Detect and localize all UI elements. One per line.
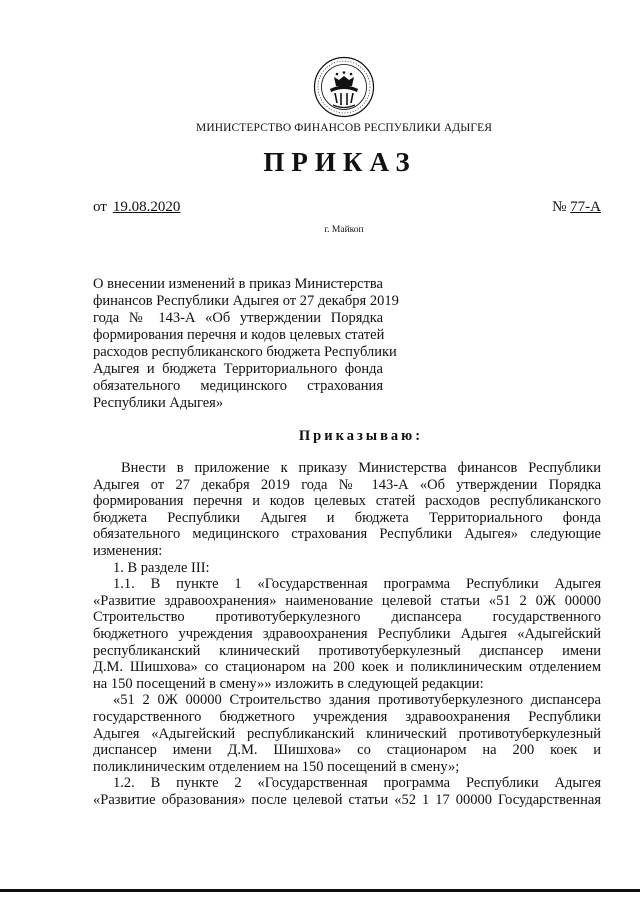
body-line: «Развитие здравоохранения» наименование целевой статьи «51 2 0Ж 00000	[93, 592, 601, 609]
document-title: ПРИКАЗ	[263, 147, 417, 177]
subject-line: Адыгея и бюджета Территориального фонда	[93, 361, 383, 377]
body-line: бюджета Республики Адыгея и бюджета Территориального фонда	[93, 509, 601, 526]
body-line: «Развитие образования» после целевой статьи «52 1 17 00000 Государственная	[93, 791, 601, 808]
body-line: государственного бюджетного учреждения здравоохранения Республики	[93, 708, 601, 725]
body-line: 1.2. В пункте 2 «Государственная программа Республики Адыгея	[113, 775, 601, 792]
body-line: Адыгея от 27 декабря 2019 года № 143-А «Об утверждении Порядка	[93, 476, 601, 493]
body-line: обязательного медицинского страхования Республики Адыгея» следующие	[93, 526, 601, 543]
order-number-line	[552, 199, 601, 216]
body-line: изменения:	[93, 542, 163, 559]
subject-line: года № 143-А «Об утверждении Порядка	[93, 310, 383, 326]
order-heading: Приказываю:	[298, 428, 424, 444]
body-line: 1. В разделе III:	[113, 559, 210, 576]
body-line: на 150 посещений в смену»» изложить в следующей редакции:	[93, 675, 484, 692]
subject-line: обязательного медицинского страхования	[93, 378, 383, 394]
body-line: формирования перечня и кодов целевых статей расходов республиканского	[93, 493, 601, 510]
order-date-line	[93, 199, 180, 216]
order-date: 19.08.2020	[112, 199, 181, 215]
body-line: Строительство противотуберкулезного диспансера государственного	[93, 609, 601, 626]
body-line: «51 2 0Ж 00000 Строительство здания противотуберкулезного диспансера	[113, 692, 601, 709]
city: г. Майкоп	[324, 225, 364, 235]
subject-block	[93, 276, 399, 412]
body-line: Внести в приложение к приказу Министерства финансов Республики	[121, 460, 601, 476]
body-line: Адыгея «Адыгейский республиканский клинический противотуберкулезный	[93, 725, 601, 742]
date-prefix: от	[93, 199, 107, 215]
subject-line: расходов республиканского бюджета Республики	[93, 344, 397, 360]
order-number: 77-А	[570, 199, 601, 215]
number-prefix: №	[552, 199, 567, 215]
subject-line: финансов Республики Адыгея от 27 декабря 2019	[93, 293, 399, 309]
body-line: поликлиническим отделением на 150 посещений в смену»;	[93, 758, 460, 775]
coat-of-arms-emblem-icon	[313, 56, 375, 118]
ministry-name: МИНИСТЕРСТВО ФИНАНСОВ РЕСПУБЛИКИ АДЫГЕЯ	[196, 122, 492, 134]
subject-line: Республики Адыгея»	[93, 395, 224, 411]
body-line: 1.1. В пункте 1 «Государственная программа Республики Адыгея	[113, 576, 601, 593]
subject-line: О внесении изменений в приказ Министерства	[93, 276, 383, 292]
body-line: республиканский клинический противотуберкулезный диспансер имени	[93, 642, 601, 659]
subject-line: формирования перечня и кодов целевых статей	[93, 327, 385, 343]
body-line: диспансер имени Д.М. Шишхова» со стационаром на 200 коек и	[93, 742, 601, 759]
body-line: бюджетного учреждения здравоохранения Республики Адыгея «Адыгейский	[93, 625, 601, 642]
body-line: Д.М. Шишхова» со стационаром на 200 коек и поликлиническим отделением	[93, 659, 601, 676]
order-body	[93, 460, 601, 808]
page-bottom-border	[0, 889, 640, 892]
